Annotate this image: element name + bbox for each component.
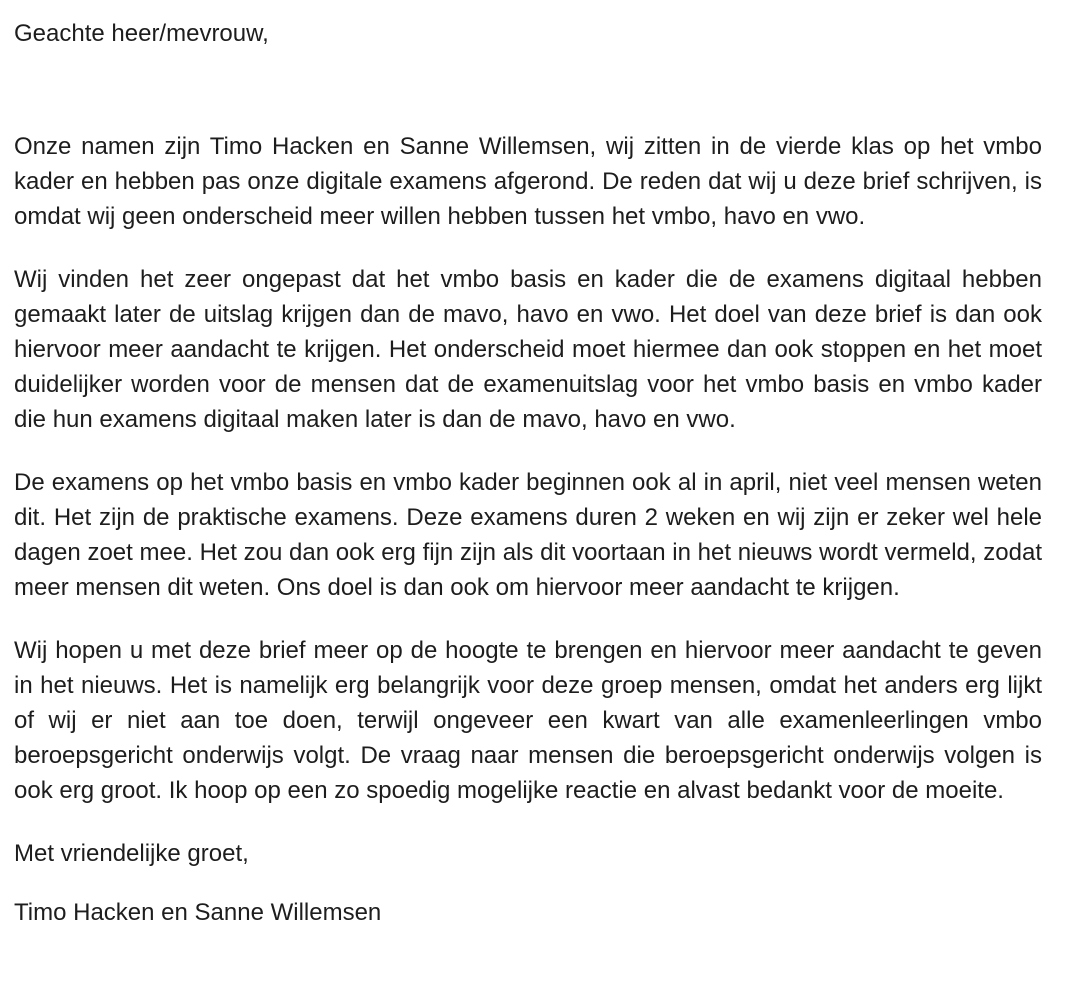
paragraph-request: Wij hopen u met deze brief meer op de hoogte te brengen en hiervoor meer aandacht te geven in het nieuws. Het is namelijk erg belangrijk voor deze groep mensen, omdat het anders erg lijkt of wij er niet aan toe doen, terwijl ongeveer een kwart van alle examenleerlingen vmbo beroepsgericht onderwijs volgt. De vraag naar mensen die beroepsgericht onderwijs volgen is ook erg groot. Ik hoop op een zo spoedig mogelijke reactie en alvast bedankt voor de moeite. — [14, 637, 1042, 804]
paragraph-exams-april: De examens op het vmbo basis en vmbo kader beginnen ook al in april, niet veel mensen weten dit. Het zijn de praktische examens. Deze examens duren 2 weken en wij zijn er zeker wel hele dagen zoet mee. Het zou dan ook erg fijn zijn als dit voortaan in het nieuws wordt vermeld, zodat meer mensen dit weten. Ons doel is dan ook om hiervoor meer aandacht te krijgen. — [14, 469, 1042, 601]
paragraph-introduction: Onze namen zijn Timo Hacken en Sanne Willemsen, wij zitten in de vierde klas op het vmbo kader en hebben pas onze digitale examens afgerond. De reden dat wij u deze brief schrijven, is omdat wij geen onderscheid meer willen hebben tussen het vmbo, havo en vwo. — [14, 133, 1042, 230]
paragraph-complaint: Wij vinden het zeer ongepast dat het vmbo basis en kader die de examens digitaal hebben gemaakt later de uitslag krijgen dan de mavo, havo en vwo. Het doel van deze brief is dan ook hiervoor meer aandacht te krijgen. Het onderscheid moet hiermee dan ook stoppen en het moet duidelijker worden voor de mensen dat de examenuitslag voor het vmbo basis en vmbo kader die hun examens digitaal maken later is dan de mavo, havo en vwo. — [14, 266, 1042, 433]
closing: Met vriendelijke groet, — [14, 840, 249, 867]
signature: Timo Hacken en Sanne Willemsen — [14, 899, 382, 926]
salutation: Geachte heer/mevrouw, — [14, 20, 269, 47]
